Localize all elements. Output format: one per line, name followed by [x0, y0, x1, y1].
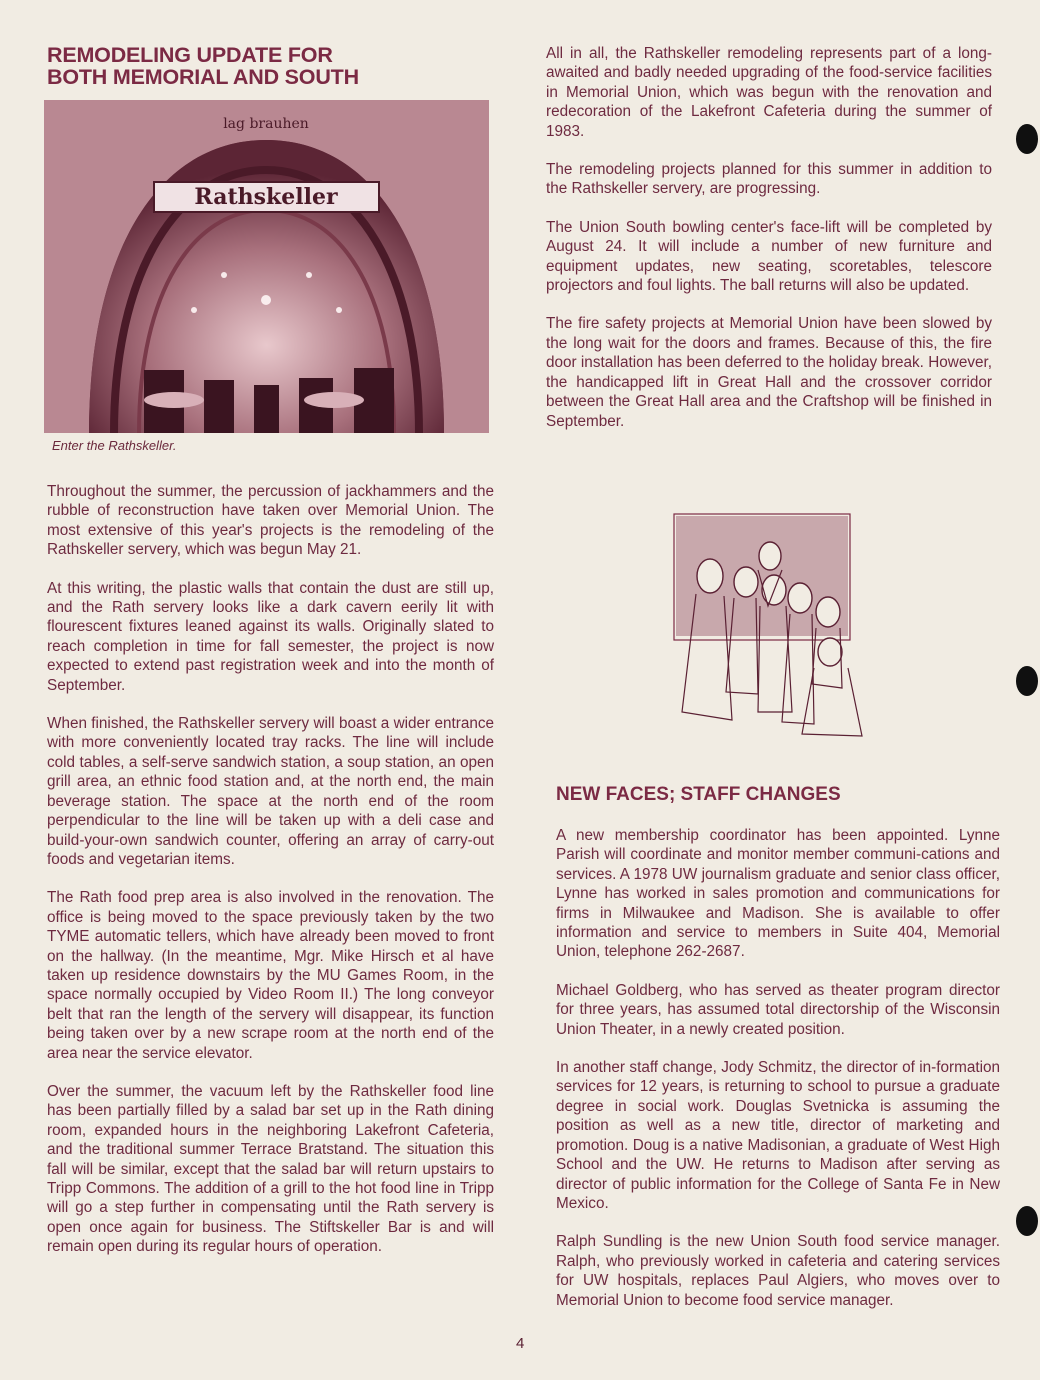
staff-paragraph-3: In another staff change, Jody Schmitz, the director of in-formation services for 12 years, is returning to school to pursue a graduate degree in social work. Douglas Svetnicka is assuming the position as well as a new title, director of marketing and promotion. Doug is a native Madisonian, a graduate of West High School and the UW. He returns to Madison after serving as director of public information for the College of Santa Fe in New Mexico.: [556, 1059, 1000, 1212]
left-paragraph-3: When finished, the Rathskeller servery will boast a wider entrance with more conveniently located tray racks. The line will include cold tables, a self-serve sandwich station, a soup station, an open grill area, an ethnic food station and, at the north end, the main beverage station. The space at the north end of the room perpendicular to the line will be taken up with a deli case and build-your-own sandwich counter, offering an array of carry-out foods and vegetarian items.: [47, 715, 494, 868]
staff-paragraph-2: Michael Goldberg, who has served as theater program director for three years, has assumed total directorship of the Wisconsin Union Theater, in a newly created position.: [556, 981, 1000, 1038]
right-paragraph-3: The Union South bowling center's face-lift will be completed by August 24. It will include a number of new furniture and equipment updates, new seating, scoretables, telescore projectors and foul lights. The ball returns will also be updated.: [546, 218, 992, 295]
right-paragraph-2: The remodeling projects planned for this summer in addition to the Rathskeller servery, are progressing.: [546, 161, 992, 198]
right-column: [546, 44, 992, 431]
right-paragraph-4: The fire safety projects at Memorial Union have been slowed by the long wait for the doors and frames. Because of this, the fire door installation has been deferred to the holiday break. However, the handicapped lift in Great Hall and the crossover corridor between the Great Hall area and the Craftshop will be finished in September.: [546, 315, 992, 430]
staff-cartoon-drawing: [662, 512, 872, 740]
headline-line-2: BOTH MEMORIAL AND SOUTH: [47, 65, 359, 89]
left-column: [47, 482, 494, 1257]
rathskeller-photo: [44, 100, 489, 433]
photo-caption: Enter the Rathskeller.: [52, 438, 177, 453]
rathskeller-photo-illustration: [44, 100, 489, 433]
staff-cartoon-illustration: [662, 512, 872, 740]
right-paragraph-1: All in all, the Rathskeller remodeling represents part of a long-awaited and badly needed upgrading of the food-service facilities in Memorial Union, which was begun with the renovation and redecoration of the Lakefront Cafeteria during the summer of 1983.: [546, 45, 992, 140]
staff-paragraph-4: Ralph Sundling is the new Union South food service manager. Ralph, who previously worked in cafeteria and catering services for UW hospitals, replaces Paul Algiers, who moves over to Memorial Union to become food service manager.: [556, 1233, 1000, 1309]
binder-hole-bottom: [1016, 1206, 1038, 1236]
left-paragraph-2: At this writing, the plastic walls that contain the dust are still up, and the Rath servery looks like a dark cavern eerily lit with flourescent fixtures leaned against its walls. Originally slated to reach completion in time for fall semester, the project is now expected to extend past registration week and into the month of September.: [47, 579, 494, 694]
staff-changes-heading: NEW FACES; STAFF CHANGES: [556, 784, 841, 805]
page-number: 4: [516, 1335, 525, 1352]
staff-changes-column: [556, 826, 1000, 1310]
left-paragraph-1: Throughout the summer, the percussion of jackhammers and the rubble of reconstruction have taken over Memorial Union. The most extensive of this year's projects is the remodeling of the Rathskeller servery, which was begun May 21.: [47, 483, 494, 559]
binder-hole-top: [1016, 124, 1038, 154]
staff-paragraph-1: A new membership coordinator has been appointed. Lynne Parish will coordinate and monitor member communi-cations and services. A 1978 UW journalism graduate and senior class officer, Lynne has worked in sales promotion and communications for firms in Milwaukee and Madison. She is available to offer information and service to members in Suite 404, Memorial Union, telephone 262-2687.: [556, 827, 1000, 961]
left-paragraph-5: Over the summer, the vacuum left by the Rathskeller food line has been partially filled by a salad bar set up in the Rath dining room, expanded hours in the neighboring Lakefront Cafeteria, and the traditional summer Terrace Bratstand. The situation this fall will be similar, except that the salad bar will return upstairs to Tripp Commons. The addition of a grill to the hot food line in Tripp will go a step further in compensating until the Rath servery is open once again for business. The Stiftskeller Bar is and will remain open during its regular hours of operation.: [47, 1082, 494, 1256]
headline-line-1: REMODELING UPDATE FOR: [47, 43, 333, 67]
left-paragraph-4: The Rath food prep area is also involved in the renovation. The office is being moved to the space previously taken by the two TYME automatic tellers, which have already been moved to front on the hallway. (In the meantime, Mgr. Mike Hirsch et al have taken up residence downstairs by the MU Games Room, in the space normally occupied by Video Room II.) The long conveyor belt that ran the length of the servery will disappear, its function being taken over by a new scrape room at the north end of the area near the service elevator.: [47, 889, 494, 1062]
photo-sign-text: Rathskeller: [194, 184, 338, 210]
binder-hole-middle: [1016, 666, 1038, 696]
headline: [47, 44, 367, 88]
photo-arch-text: lag brauhen: [223, 116, 309, 132]
